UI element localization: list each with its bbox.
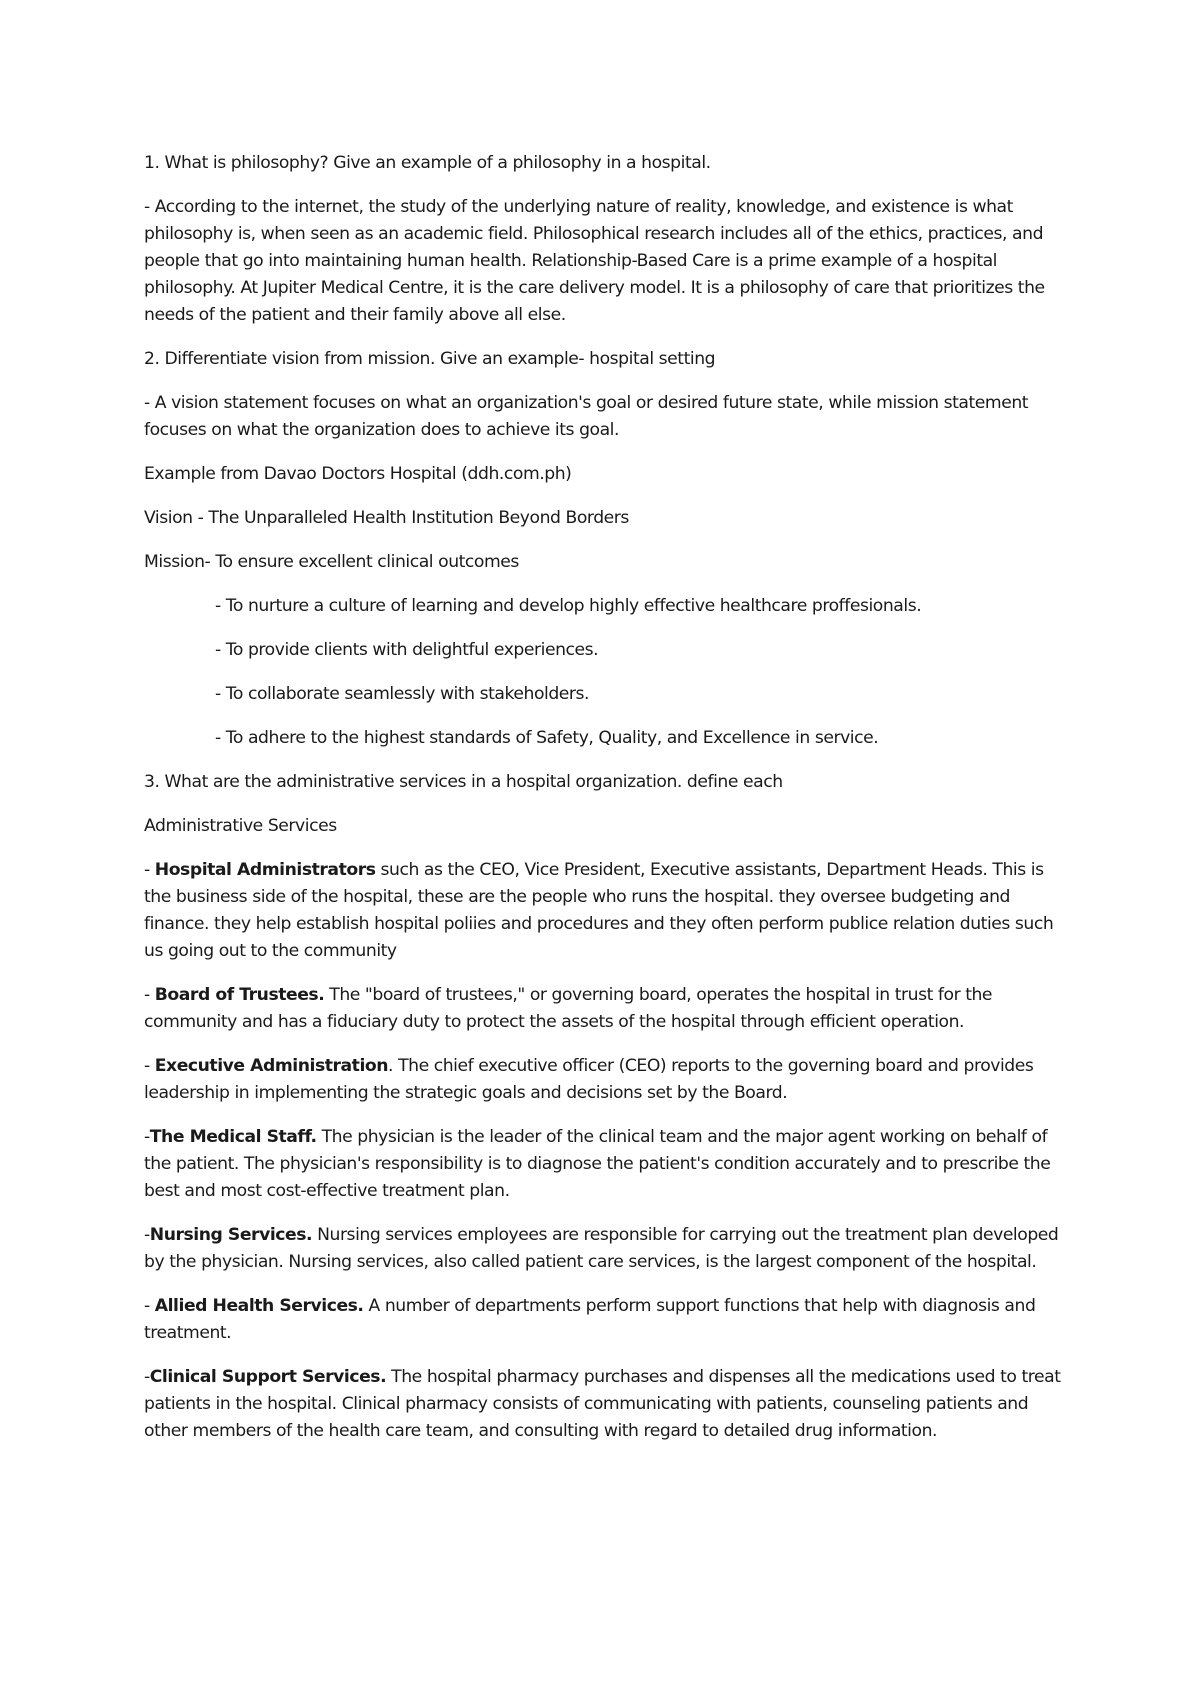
service-title: Clinical Support Services.	[149, 1367, 387, 1387]
service-nursing-services	[144, 1222, 1064, 1276]
service-prefix: -	[144, 1367, 150, 1387]
example-source: Example from Davao Doctors Hospital (ddh.com.ph)	[144, 464, 572, 484]
service-text: such as the CEO, Vice President, Executive assistants, Department Heads. This is the business side of the hospital, these are the people who runs the hospital. they oversee budgeting and finance. they help establish hospital poliies and procedures and they often perform publice relation duties such us going out to the community	[144, 860, 1054, 961]
question-2: 2. Differentiate vision from mission. Give an example- hospital setting	[144, 349, 716, 369]
mission-statement: Mission- To ensure excellent clinical outcomes	[144, 552, 519, 572]
service-title: Board of Trustees.	[154, 985, 325, 1005]
answer-1: - According to the internet, the study of the underlying nature of reality, knowledge, and existence is what philosophy is, when seen as an academic field. Philosophical research includes all of the ethics, practices, and people that go into maintaining human health. Relationship-Based Care is a prime example of a hospital philosophy. At Jupiter Medical Centre, it is the care delivery model. It is a philosophy of care that prioritizes the needs of the patient and their family above all else.	[144, 197, 1045, 325]
service-title: Executive Administration	[154, 1056, 389, 1076]
service-prefix: -	[144, 1056, 155, 1076]
service-executive-administration	[144, 1053, 1064, 1107]
service-text: The "board of trustees," or governing board, operates the hospital in trust for the community and has a fiduciary duty to protect the assets of the hospital through efficient operation.	[144, 985, 993, 1032]
service-text: A number of departments perform support functions that help with diagnosis and treatment.	[144, 1296, 1036, 1343]
mission-item: - To collaborate seamlessly with stakeholders.	[215, 684, 590, 704]
question-3: 3. What are the administrative services in a hospital organization. define each	[144, 772, 783, 792]
service-prefix: -	[144, 985, 155, 1005]
mission-item: - To nurture a culture of learning and develop highly effective healthcare proffesionals.	[215, 596, 922, 616]
service-text: The physician is the leader of the clinical team and the major agent working on behalf of the patient. The physician's responsibility is to diagnose the patient's condition accurately and to prescribe the best and most cost-effective treatment plan.	[144, 1127, 1051, 1201]
service-text: The hospital pharmacy purchases and dispenses all the medications used to treat patients in the hospital. Clinical pharmacy consists of communicating with patients, counseling patients and other members of the health care team, and consulting with regard to detailed drug information.	[144, 1367, 1061, 1441]
service-title: Allied Health Services.	[154, 1296, 364, 1316]
service-title: Nursing Services.	[149, 1225, 313, 1245]
service-title: The Medical Staff.	[149, 1127, 317, 1147]
answer-2: - A vision statement focuses on what an organization's goal or desired future state, while mission statement focuses on what the organization does to achieve its goal.	[144, 393, 1029, 440]
service-clinical-support-services	[144, 1364, 1064, 1445]
service-text: . The chief executive officer (CEO) reports to the governing board and provides leadership in implementing the strategic goals and decisions set by the Board.	[144, 1056, 1034, 1103]
service-prefix: -	[144, 1225, 150, 1245]
question-1: 1. What is philosophy? Give an example of a philosophy in a hospital.	[144, 153, 711, 173]
document-body	[144, 150, 1064, 1462]
mission-item: - To provide clients with delightful experiences.	[215, 640, 599, 660]
mission-item: - To adhere to the highest standards of Safety, Quality, and Excellence in service.	[215, 728, 879, 748]
service-prefix: -	[144, 1127, 150, 1147]
service-title: Hospital Administrators	[154, 860, 376, 880]
section-heading: Administrative Services	[144, 816, 337, 836]
service-hospital-administrators	[144, 857, 1064, 965]
service-text: Nursing services employees are responsible for carrying out the treatment plan developed by the physician. Nursing services, also called patient care services, is the largest component of the hospital.	[144, 1225, 1059, 1272]
service-prefix: -	[144, 860, 155, 880]
service-medical-staff	[144, 1124, 1064, 1205]
service-allied-health-services	[144, 1293, 1064, 1347]
vision-statement: Vision - The Unparalleled Health Institution Beyond Borders	[144, 508, 629, 528]
service-board-of-trustees	[144, 982, 1064, 1036]
service-prefix: -	[144, 1296, 155, 1316]
